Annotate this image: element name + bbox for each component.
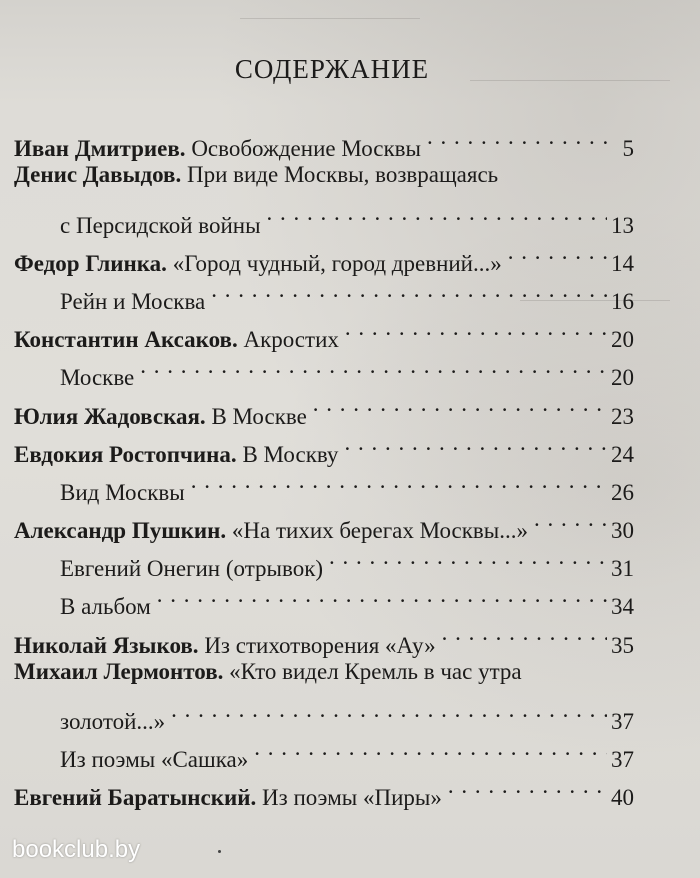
toc-page-number: 20	[611, 327, 634, 353]
toc-page-number: 16	[611, 288, 634, 314]
toc-author: Евгений Баратынский.	[14, 785, 257, 811]
toc-title: Москве	[60, 365, 135, 391]
toc-page-number: 31	[611, 556, 634, 582]
toc-title: Рейн и Москва	[60, 288, 206, 314]
toc-entry-continuation	[14, 691, 634, 734]
toc-page-number: 35	[611, 632, 634, 658]
toc-author: Николай Языков.	[14, 632, 199, 658]
dot-leader	[313, 385, 607, 423]
dot-leader	[344, 424, 607, 462]
toc-page-number: 23	[611, 403, 634, 429]
toc-title-continuation: золотой...»	[60, 709, 166, 734]
dot-leader	[448, 767, 607, 805]
toc-title: Из поэмы «Пиры»	[262, 785, 442, 811]
dot-leader	[171, 691, 607, 729]
dot-leader	[211, 271, 607, 309]
dot-leader	[191, 462, 607, 500]
dot-leader	[427, 118, 608, 156]
toc-title-continuation: с Персидской войны	[60, 212, 261, 238]
toc-page-number: 14	[611, 250, 634, 276]
toc-page-number: 5	[622, 136, 634, 162]
toc-title: Евгений Онегин (отрывок)	[60, 556, 324, 582]
page-title: СОДЕРЖАНИЕ	[234, 54, 430, 84]
toc-page-number: 20	[611, 365, 634, 391]
toc-author: Федор Глинка.	[14, 250, 167, 276]
toc-page-number: 13	[611, 212, 634, 238]
toc-page-number: 37	[611, 747, 634, 773]
toc-page-number: 26	[611, 479, 634, 505]
toc-title: Из стихотворения «Ау»	[204, 632, 436, 658]
toc-author: Денис Давыдов.	[14, 162, 182, 188]
toc-author: Константин Аксаков.	[14, 327, 238, 353]
print-speck	[218, 850, 221, 853]
toc-author: Евдокия Ростопчина.	[14, 441, 237, 467]
toc-page-number: 40	[611, 785, 634, 811]
toc-title: «Кто видел Кремль в час утра	[229, 658, 522, 684]
toc-entry	[14, 156, 634, 194]
toc-author: Иван Дмитриев.	[14, 136, 186, 162]
toc-title: Акростих	[243, 327, 339, 353]
dot-leader	[534, 500, 607, 538]
toc-title: При виде Москвы, возвращаясь	[186, 162, 499, 188]
show-through-line	[240, 18, 420, 19]
toc-page-number: 34	[611, 594, 634, 620]
toc-title: В Москве	[211, 403, 307, 429]
toc-title: «Город чудный, город древний...»	[172, 250, 502, 276]
toc-title: Из поэмы «Сашка»	[60, 747, 249, 773]
toc-title: В Москву	[242, 441, 339, 467]
toc-author: Михаил Лермонтов.	[14, 658, 224, 684]
watermark: bookclub.by	[12, 836, 141, 863]
dot-leader	[345, 309, 607, 347]
toc-title: В альбом	[60, 594, 151, 620]
toc-page-number: 24	[611, 441, 634, 467]
toc-author: Юлия Жадовская.	[14, 403, 206, 429]
dot-leader	[267, 194, 607, 232]
table-of-contents	[14, 118, 634, 811]
toc-title: «На тихих берегах Москвы...»	[231, 518, 528, 544]
toc-entry	[14, 653, 634, 691]
toc-page-number: 37	[611, 709, 634, 734]
toc-page-number: 30	[611, 518, 634, 544]
toc-title: Освобождение Москвы	[191, 136, 421, 162]
toc-entry	[14, 118, 634, 162]
dot-leader	[157, 576, 607, 614]
toc-entry-continuation	[14, 194, 634, 238]
toc-title: Вид Москвы	[60, 479, 185, 505]
dot-leader	[329, 538, 607, 576]
dot-leader	[140, 347, 607, 385]
dot-leader	[508, 233, 607, 271]
toc-author: Александр Пушкин.	[14, 518, 227, 544]
dot-leader	[254, 729, 607, 767]
dot-leader	[442, 614, 607, 652]
